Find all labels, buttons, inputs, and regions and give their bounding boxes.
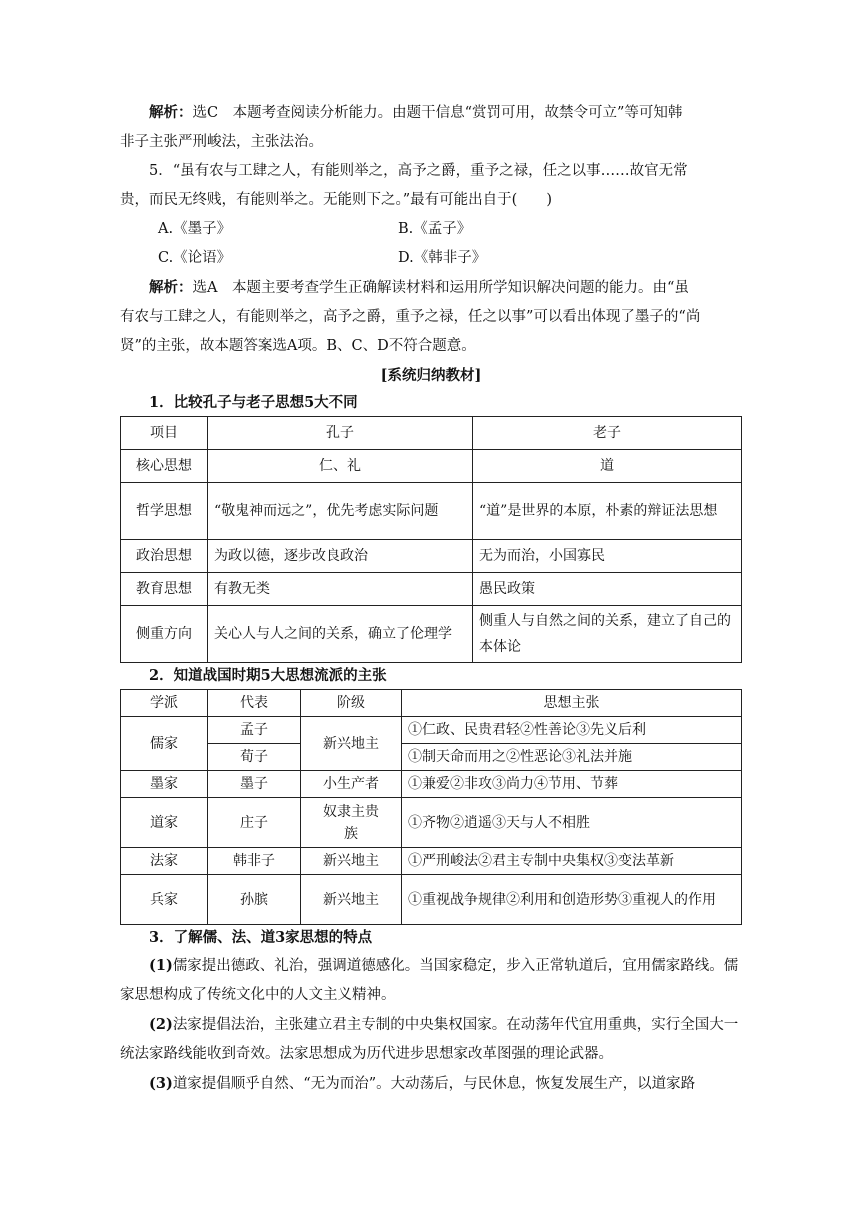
table-cell: 愚民政策	[473, 573, 742, 606]
table-header: 项目	[121, 417, 208, 450]
table-header: 思想主张	[402, 690, 742, 717]
table-cell: 侧重方向	[121, 606, 208, 663]
paragraph-3	[120, 1069, 742, 1099]
options-row-2	[120, 244, 742, 273]
option-c: C.《论语》	[158, 250, 232, 266]
table-cell: 庄子	[208, 798, 301, 848]
table-cell: ①严刑峻法②君主专制中央集权③变法革新	[402, 848, 742, 875]
paragraph-text: 儒家提出德政、礼治，强调道德感化。当国家稳定，步入正常轨道后，宜用儒家路线。儒家思想构成了传统文化中的人文主义精神。	[120, 958, 739, 1003]
table-cell: 法家	[121, 848, 208, 875]
table-header: 代表	[208, 690, 301, 717]
table-cell: “敬鬼神而远之”，优先考虑实际问题	[208, 483, 473, 540]
table-cell: 孙膑	[208, 875, 301, 925]
analysis-label: 解析：	[149, 279, 193, 296]
document-page	[120, 98, 742, 1099]
analysis-label: 解析：	[149, 104, 193, 121]
table-cell: 侧重人与自然之间的关系，建立了自己的本体论	[473, 606, 742, 663]
table-row	[121, 483, 742, 540]
table-cell: 儒家	[121, 717, 208, 771]
paragraph-number: (2)	[149, 1016, 173, 1033]
table-cell: 道	[473, 450, 742, 483]
heading-1: 1．比较孔子与老子思想5大不同	[149, 394, 358, 411]
table-cell: “道”是世界的本原，朴素的辩证法思想	[473, 483, 742, 540]
options-row-1	[120, 215, 742, 244]
table-cell: 墨家	[121, 771, 208, 798]
paragraph-text: 道家提倡顺乎自然、“无为而治”。大动荡后，与民休息，恢复发展生产，以道家路	[172, 1076, 696, 1092]
table-cell: 有教无类	[208, 573, 473, 606]
table-cell: ①兼爱②非攻③尚力④节用、节葬	[402, 771, 742, 798]
table-cell: 韩非子	[208, 848, 301, 875]
table-cell: 新兴地主	[301, 875, 402, 925]
option-a: A.《墨子》	[158, 221, 232, 237]
table-header: 阶级	[301, 690, 402, 717]
table-cell: ①齐物②逍遥③天与人不相胜	[402, 798, 742, 848]
table-cell: 孟子	[208, 717, 301, 744]
analysis-4-cont: 非子主张严刑峻法，主张法治。	[120, 134, 323, 150]
analysis-4: 解析：选C 本题考查阅读分析能力。由题干信息“赏罚可用，故禁令可立”等可知韩	[149, 104, 683, 121]
comparison-table	[120, 416, 742, 663]
table-row	[121, 798, 742, 848]
table-cell: 核心思想	[121, 450, 208, 483]
table-row	[121, 771, 742, 798]
table-cell: 无为而治，小国寡民	[473, 540, 742, 573]
table-row	[121, 540, 742, 573]
table-cell: 奴隶主贵族	[301, 798, 402, 848]
table-cell: 墨子	[208, 771, 301, 798]
table-row	[121, 573, 742, 606]
option-d: D.《韩非子》	[398, 250, 487, 266]
table-cell: 教育思想	[121, 573, 208, 606]
question-5: 5．“虽有农与工肆之人，有能则举之，高予之爵，重予之禄，任之以事……故官无常	[149, 163, 688, 179]
table-cell: 为政以德，逐步改良政治	[208, 540, 473, 573]
table-cell: ①制天命而用之②性恶论③礼法并施	[402, 744, 742, 771]
option-b: B.《孟子》	[398, 221, 472, 237]
paragraph-1	[120, 951, 742, 1010]
table-cell: 关心人与人之间的关系，确立了伦理学	[208, 606, 473, 663]
table-row	[121, 450, 742, 483]
table-header: 学派	[121, 690, 208, 717]
paragraph-2	[120, 1010, 742, 1069]
table-header: 老子	[473, 417, 742, 450]
table-header: 孔子	[208, 417, 473, 450]
question-5-cont: 贵，而民无终贱，有能则举之。无能则下之。”最有可能出自于( )	[120, 192, 552, 208]
table-cell: ①重视战争规律②利用和创造形势③重视人的作用	[402, 875, 742, 925]
table-cell: 仁、礼	[208, 450, 473, 483]
analysis-5: 解析：选A 本题主要考查学生正确解读材料和运用所学知识解决问题的能力。由“虽	[149, 279, 689, 296]
table-row	[121, 875, 742, 925]
paragraph-number: (1)	[149, 957, 173, 974]
table-row	[121, 717, 742, 744]
section-title: [系统归纳教材]	[380, 367, 482, 384]
table-row	[121, 848, 742, 875]
table-cell: 政治思想	[121, 540, 208, 573]
table-cell: 新兴地主	[301, 717, 402, 771]
analysis-5-line3: 贤”的主张，故本题答案选A项。B、C、D不符合题意。	[120, 338, 476, 354]
table-cell: 荀子	[208, 744, 301, 771]
table-cell: ①仁政、民贵君轻②性善论③先义后利	[402, 717, 742, 744]
table-cell: 兵家	[121, 875, 208, 925]
table-row	[121, 606, 742, 663]
paragraph-text: 法家提倡法治，主张建立君主专制的中央集权国家。在动荡年代宜用重典，实行全国大一统法家路线能收到奇效。法家思想成为历代进步思想家改革图强的理论武器。	[120, 1017, 739, 1062]
schools-table	[120, 689, 742, 925]
table-cell: 哲学思想	[121, 483, 208, 540]
table-cell: 道家	[121, 798, 208, 848]
heading-3: 3．了解儒、法、道3家思想的特点	[149, 929, 373, 946]
paragraph-number: (3)	[149, 1075, 173, 1092]
table-row	[121, 744, 742, 771]
table-cell: 新兴地主	[301, 848, 402, 875]
heading-2: 2．知道战国时期5大思想流派的主张	[149, 667, 387, 684]
table-cell: 小生产者	[301, 771, 402, 798]
analysis-5-line2: 有农与工肆之人，有能则举之，高予之爵，重予之禄，任之以事”可以看出体现了墨子的“尚	[120, 309, 701, 325]
